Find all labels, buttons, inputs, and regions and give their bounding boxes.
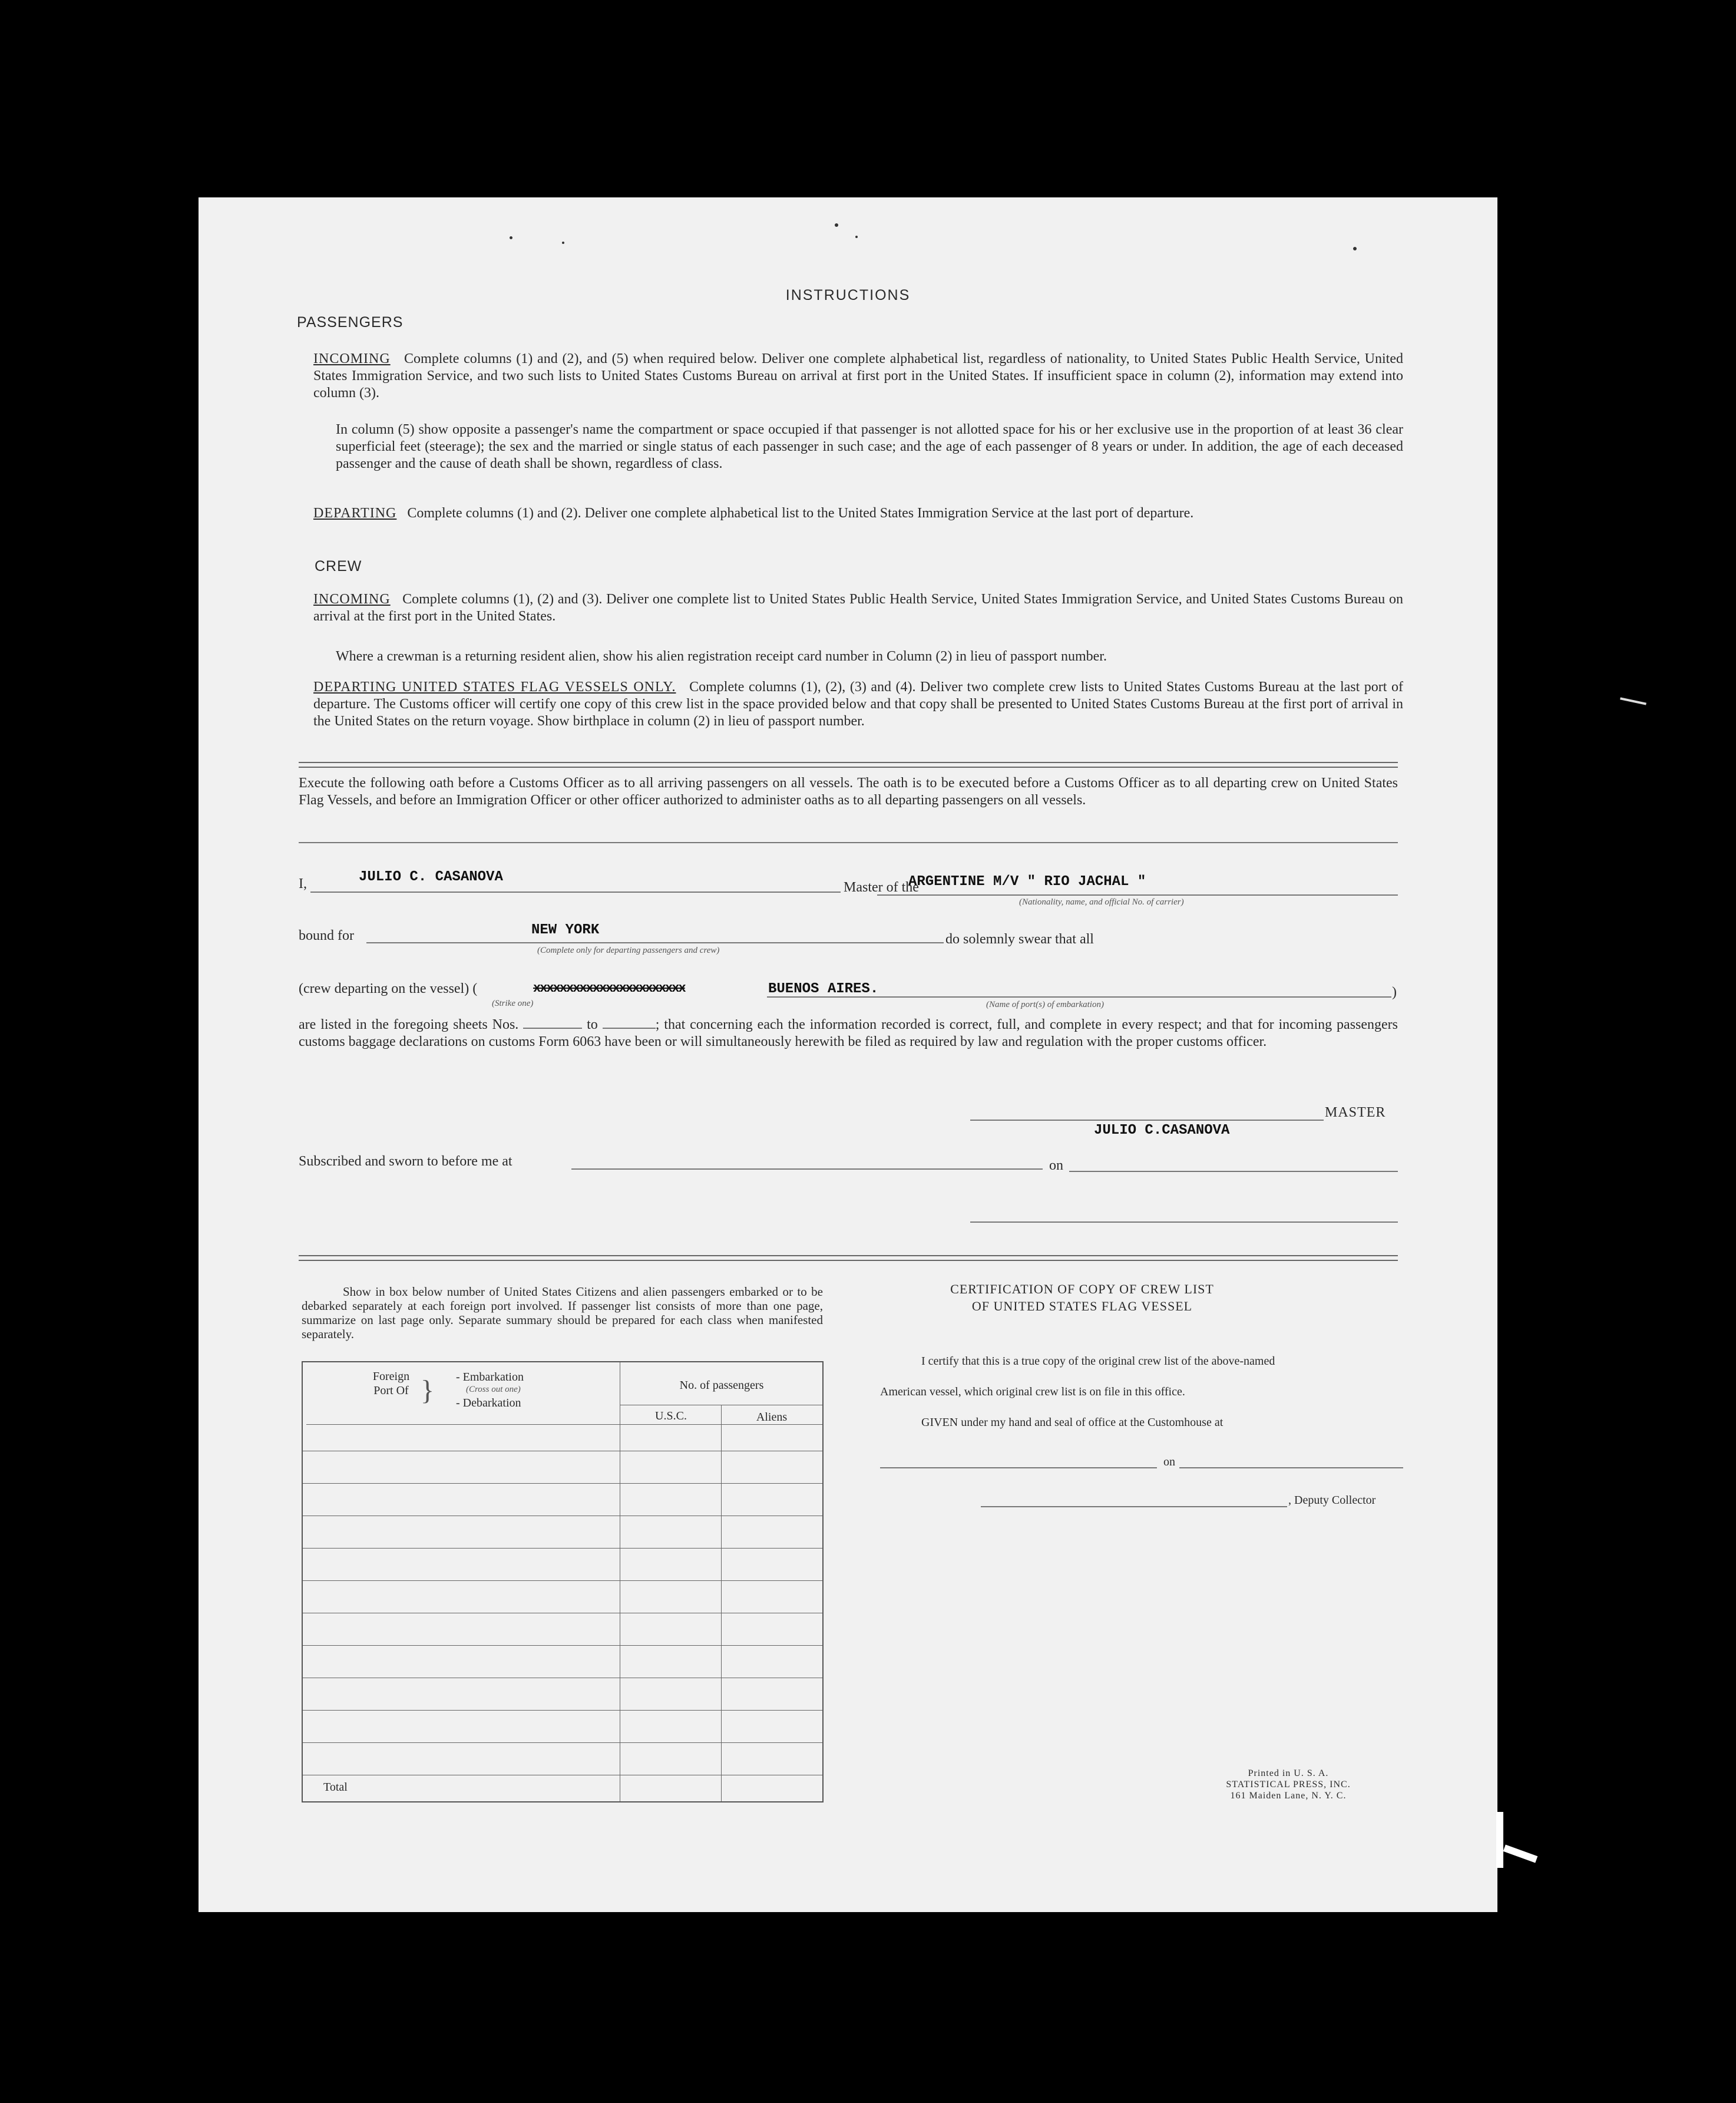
master-signature: JULIO C.CASANOVA bbox=[1094, 1123, 1230, 1138]
crew-resident-text: Where a crewman is a returning resident alien, show his alien registration receipt card number in Column (2) in lieu of passport number. bbox=[336, 649, 1107, 664]
subscribed-label: Subscribed and sworn to before me at bbox=[299, 1154, 512, 1169]
port-caption: (Name of port(s) of embarkation) bbox=[986, 1000, 1104, 1009]
certify-line2: American vessel, which original crew list is on file in this office. bbox=[880, 1385, 1185, 1398]
scan-speck bbox=[562, 242, 564, 244]
passengers-departing-label: DEPARTING bbox=[313, 506, 397, 521]
scan-artifact-edge bbox=[1496, 1812, 1503, 1868]
certification-title bbox=[876, 1280, 1288, 1315]
certification-date-line bbox=[1179, 1467, 1403, 1468]
crew-incoming-label: INCOMING bbox=[313, 592, 391, 607]
vessel-name: ARGENTINE M/V " RIO JACHAL " bbox=[908, 874, 1146, 890]
passengers-incoming-text: Complete columns (1) and (2), and (5) when required below. Deliver one complete alphabetical list, regardless of nationality, to United States Public Health Service, United States Immigration Service, and two such lists to United States Customs Bureau on arrival at first port in the United States. If insufficient space in column (2), information may extend into column (3). bbox=[313, 351, 1404, 401]
certify-line1: I certify that this is a true copy of the original crew list of the above-named bbox=[921, 1355, 1275, 1368]
passengers-incoming-label: INCOMING bbox=[313, 351, 391, 367]
instructions-title: INSTRUCTIONS bbox=[785, 287, 911, 303]
officer-signature-line bbox=[970, 1221, 1398, 1223]
embarkation-label: - Embarkation bbox=[456, 1371, 524, 1384]
no-of-passengers-header: No. of passengers bbox=[679, 1379, 764, 1392]
strike-one-caption: (Strike one) bbox=[492, 999, 534, 1008]
crew-departing-oath-label: (crew departing on the vessel) ( bbox=[299, 981, 478, 996]
crew-incoming-paragraph bbox=[313, 591, 1403, 625]
certification-title-line1: CERTIFICATION OF COPY OF CREW LIST bbox=[950, 1282, 1214, 1296]
port-line bbox=[767, 996, 1391, 998]
bound-for-value: NEW YORK bbox=[531, 922, 600, 938]
bound-for-caption: (Complete only for departing passengers and crew) bbox=[537, 946, 720, 955]
subscribed-place-line bbox=[571, 1168, 1043, 1170]
brace-icon: } bbox=[421, 1375, 435, 1406]
master-name-line bbox=[310, 892, 841, 893]
customhouse-line bbox=[880, 1467, 1157, 1468]
section-divider bbox=[299, 762, 1398, 768]
given-text: GIVEN under my hand and seal of office at the Customhouse at bbox=[921, 1416, 1224, 1429]
foreign-port-of-label: Foreign Port Of bbox=[372, 1370, 410, 1397]
box-instructions: Show in box below number of United States Citizens and alien passengers embarked or to be debarked separately at each foreign port involved. If passenger list consists of more than one page, summarize on last page only. Separate summary should be prepared for each class when manifested separately. bbox=[302, 1285, 823, 1341]
bound-for-line bbox=[366, 942, 944, 943]
sheets-to: to bbox=[587, 1017, 598, 1032]
printer-line2: STATISTICAL PRESS, INC. bbox=[1226, 1780, 1351, 1790]
scan-artifact-tab bbox=[1503, 1844, 1538, 1863]
scan-speck bbox=[835, 223, 838, 227]
subscribed-date-line bbox=[1069, 1171, 1398, 1172]
crew-departing-label: DEPARTING UNITED STATES FLAG VESSELS ONLY. bbox=[313, 679, 676, 695]
aliens-header: Aliens bbox=[756, 1411, 788, 1424]
vessel-caption: (Nationality, name, and official No. of carrier) bbox=[1019, 897, 1184, 907]
crew-departing-paragraph bbox=[313, 679, 1403, 730]
oath-intro: Execute the following oath before a Customs Officer as to all arriving passengers on all vessels. The oath is to be executed before a Customs Officer as to all departing crew on United States Flag Vessels, and before an Immigration Officer or other officer authorized to administer oaths as to all departing passengers on all vessels. bbox=[299, 775, 1398, 808]
scan-speck bbox=[510, 236, 512, 239]
scan-speck bbox=[855, 236, 858, 238]
passenger-summary-table bbox=[302, 1361, 824, 1802]
master-name: JULIO C. CASANOVA bbox=[359, 869, 503, 885]
sheets-paragraph bbox=[299, 1016, 1398, 1051]
passengers-heading: PASSENGERS bbox=[297, 314, 404, 331]
lower-divider bbox=[299, 1255, 1398, 1261]
printer-line1: Printed in U. S. A. bbox=[1248, 1768, 1329, 1778]
deputy-signature-line bbox=[981, 1506, 1287, 1507]
struck-passengers-text: xxxxxxxxxxxxxxxxxxxxxxx bbox=[533, 981, 685, 996]
oath-i-label: I, bbox=[299, 876, 307, 892]
total-label: Total bbox=[323, 1781, 348, 1794]
vessel-line bbox=[877, 894, 1398, 896]
certification-on-label: on bbox=[1163, 1455, 1175, 1468]
sheets-text-1: are listed in the foregoing sheets Nos. bbox=[299, 1017, 519, 1032]
deputy-collector-label: , Deputy Collector bbox=[1288, 1494, 1376, 1507]
scan-artifact-mark bbox=[1620, 697, 1646, 705]
oath-divider bbox=[299, 842, 1398, 843]
form-page bbox=[199, 197, 1497, 1912]
master-of-label: Master of the bbox=[844, 880, 919, 895]
passengers-column5-text: In column (5) show opposite a passenger's name the compartment or space occupied if that passenger is not allotted space for his or her exclusive use in the proportion of at least 36 clear superficial feet (steerage); the sex and the married or single status of each passenger in such case; and the age of each passenger of 8 years or under. In addition, the age of each deceased passenger and the cause of death shall be shown, regardless of class. bbox=[336, 422, 1403, 471]
port-of-embarkation: BUENOS AIRES. bbox=[768, 981, 879, 997]
passengers-departing-text: Complete columns (1) and (2). Deliver one complete alphabetical list to the United States Immigration Service at the last port of departure. bbox=[407, 506, 1194, 521]
usc-header: U.S.C. bbox=[655, 1409, 687, 1422]
cross-out-label: (Cross out one) bbox=[466, 1385, 521, 1394]
certification-title-line2: OF UNITED STATES FLAG VESSEL bbox=[971, 1299, 1193, 1313]
sheets-text-2: ; that concerning each the information recorded is correct, full, and complete in every respect; and that for incoming passengers customs baggage declarations on customs Form 6063 have been or will simultaneously herewith be filed as required by law and regulation with the proper customs officer. bbox=[299, 1017, 1398, 1049]
passengers-incoming-paragraph bbox=[313, 351, 1403, 402]
printer-imprint bbox=[1212, 1768, 1365, 1801]
swear-label: do solemnly swear that all bbox=[945, 932, 1094, 947]
subscribed-on-label: on bbox=[1049, 1158, 1063, 1173]
master-label: MASTER bbox=[1325, 1105, 1386, 1120]
bound-for-label: bound for bbox=[299, 928, 354, 943]
crew-heading: CREW bbox=[315, 558, 362, 575]
debarkation-label: - Debarkation bbox=[456, 1397, 521, 1409]
scan-speck bbox=[1353, 247, 1357, 250]
passengers-departing-paragraph bbox=[313, 505, 1403, 522]
printer-line3: 161 Maiden Lane, N. Y. C. bbox=[1230, 1791, 1347, 1801]
master-signature-line bbox=[970, 1120, 1324, 1121]
crew-incoming-text: Complete columns (1), (2) and (3). Deliver one complete list to United States Public Health Service, United States Immigration Service, and United States Customs Bureau on arrival at the first port in the United States. bbox=[313, 592, 1404, 624]
close-paren: ) bbox=[1392, 985, 1397, 1000]
crew-departing-text: Complete columns (1), (2), (3) and (4). Deliver two complete crew lists to United States Customs Bureau at the last port of departure. The Customs officer will certify one copy of this crew list in the space provided below and that copy shall be presented to United States Customs Bureau at the first port of arrival in the United States on the return voyage. Show birthplace in column (2) in lieu of passport number. bbox=[313, 679, 1403, 729]
